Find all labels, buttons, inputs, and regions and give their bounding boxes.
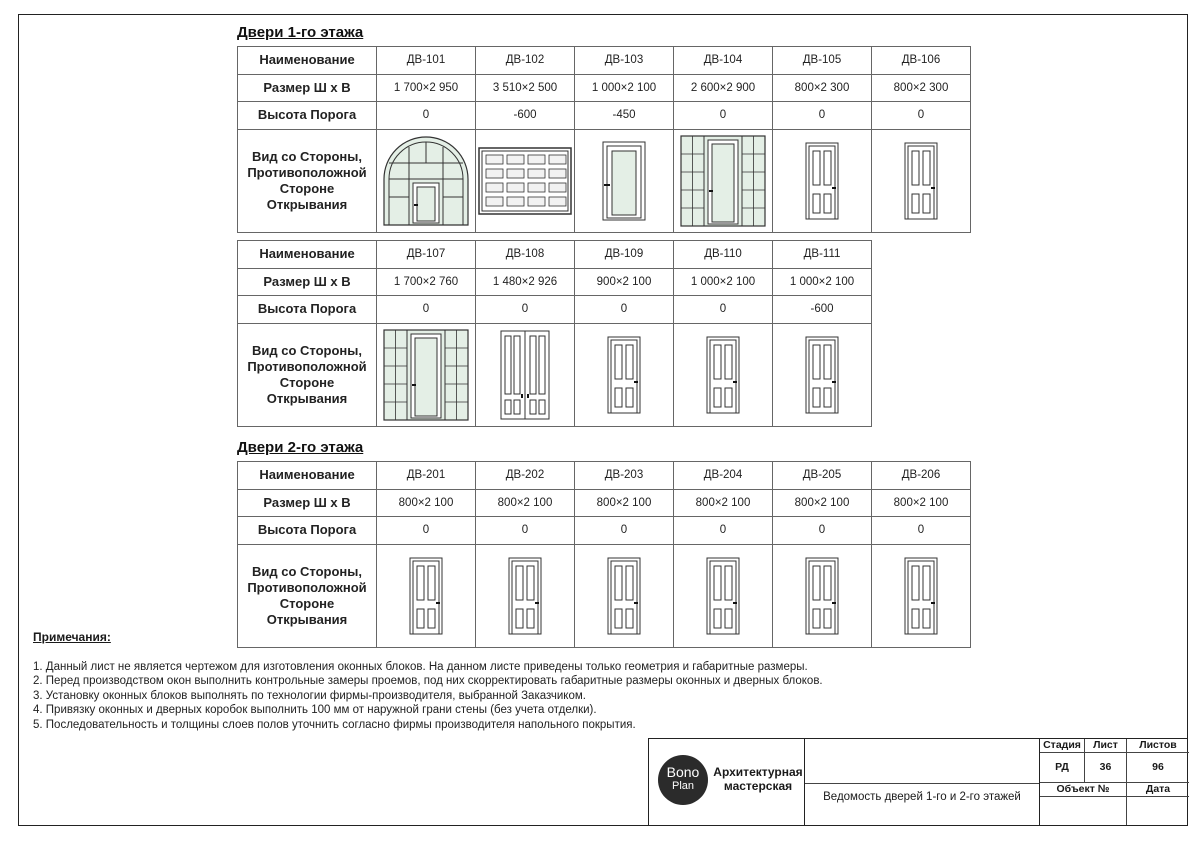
row-label-threshold: Высота Порога	[238, 517, 377, 545]
door-threshold-cell: -600	[773, 296, 872, 324]
sheets-value: 96	[1127, 753, 1189, 783]
door-schedule-floor1-part1	[237, 46, 971, 233]
note-item: 4. Привязку оконных и дверных коробок выполнить 100 мм от наружной грани стены (без учета отделки).	[33, 704, 597, 717]
schedule-row-name	[238, 462, 971, 490]
row-label-view: Вид со Стороны, Противоположной Стороне Открывания	[238, 323, 377, 426]
panel-door-icon	[773, 544, 872, 647]
door-size-cell: 1 000×2 100	[773, 268, 872, 296]
door-threshold-cell: 0	[773, 517, 872, 545]
garage-door-icon	[476, 129, 575, 232]
sheet-title: Ведомость дверей 1-го и 2-го этажей	[823, 791, 1021, 803]
stage-label: Стадия	[1040, 739, 1085, 753]
door-name-cell: ДВ-101	[377, 47, 476, 75]
door-threshold-cell: -450	[575, 102, 674, 130]
date-value	[1127, 797, 1189, 825]
sheet-value: 36	[1085, 753, 1127, 783]
glazed-door-sidelights-icon	[674, 129, 773, 232]
door-threshold-cell: 0	[575, 517, 674, 545]
door-name-cell: ДВ-102	[476, 47, 575, 75]
door-threshold-cell: 0	[377, 102, 476, 130]
schedule-row-threshold	[238, 102, 971, 130]
door-schedule-floor2	[237, 461, 971, 648]
row-label-name: Наименование	[238, 241, 377, 269]
panel-door-icon	[476, 544, 575, 647]
row-label-threshold: Высота Порога	[238, 102, 377, 130]
note-item: 2. Перед производством окон выполнить контрольные замеры проемов, под них скорректировать габаритные размеры оконных и дверных блоков.	[33, 675, 823, 688]
schedule-row-size	[238, 268, 872, 296]
door-threshold-cell: 0	[872, 102, 971, 130]
company-name: Архитектурная мастерская	[713, 765, 803, 793]
row-label-threshold: Высота Порога	[238, 296, 377, 324]
row-label-size: Размер Ш х В	[238, 268, 377, 296]
note-item: 5. Последовательность и толщины слоев полов уточнить согласно фирмы производителя напольного покрытия.	[33, 718, 636, 731]
door-name-cell: ДВ-110	[674, 241, 773, 269]
door-threshold-cell: 0	[377, 517, 476, 545]
row-label-size: Размер Ш х В	[238, 489, 377, 517]
door-threshold-cell: 0	[476, 296, 575, 324]
door-size-cell: 800×2 100	[377, 489, 476, 517]
sheet-title-cell	[805, 739, 1040, 825]
schedule-row-view	[238, 129, 971, 232]
door-size-cell: 900×2 100	[575, 268, 674, 296]
panel-door-icon	[773, 129, 872, 232]
floor2-title: Двери 2-го этажа	[237, 439, 364, 456]
door-name-cell: ДВ-104	[674, 47, 773, 75]
schedule-row-size	[238, 74, 971, 102]
row-label-name: Наименование	[238, 462, 377, 490]
object-value	[1040, 797, 1127, 825]
door-size-cell: 1 700×2 760	[377, 268, 476, 296]
door-size-cell: 800×2 300	[773, 74, 872, 102]
glazed-door-sidelights-icon	[377, 323, 476, 426]
door-schedule-floor1-part2	[237, 240, 872, 427]
row-label-size: Размер Ш х В	[238, 74, 377, 102]
door-size-cell: 3 510×2 500	[476, 74, 575, 102]
door-name-cell: ДВ-106	[872, 47, 971, 75]
door-size-cell: 800×2 100	[674, 489, 773, 517]
schedule-row-name	[238, 241, 872, 269]
logo-cell	[649, 739, 805, 825]
door-threshold-cell: 0	[476, 517, 575, 545]
door-size-cell: 800×2 100	[575, 489, 674, 517]
divider	[805, 783, 1039, 784]
panel-door-icon	[575, 323, 674, 426]
panel-door-icon	[872, 129, 971, 232]
sheet-label: Лист	[1085, 739, 1127, 753]
panel-door-icon	[872, 544, 971, 647]
door-threshold-cell: 0	[674, 296, 773, 324]
door-threshold-cell: 0	[674, 102, 773, 130]
door-size-cell: 800×2 100	[476, 489, 575, 517]
door-threshold-cell: 0	[773, 102, 872, 130]
object-label: Объект №	[1040, 783, 1127, 797]
note-item: 3. Установку оконных блоков выполнять по технологии фирмы-производителя, выбранной Заказчиком.	[33, 689, 586, 702]
logo-word-1: Bono	[666, 764, 700, 780]
schedule-row-name	[238, 47, 971, 75]
schedule-row-size	[238, 489, 971, 517]
date-label: Дата	[1127, 783, 1189, 797]
door-name-cell: ДВ-204	[674, 462, 773, 490]
arched-door-icon	[377, 129, 476, 232]
bonoplan-logo	[658, 755, 708, 805]
door-name-cell: ДВ-107	[377, 241, 476, 269]
door-size-cell: 1 000×2 100	[674, 268, 773, 296]
door-size-cell: 800×2 100	[872, 489, 971, 517]
stage-value: РД	[1040, 753, 1085, 783]
door-name-cell: ДВ-202	[476, 462, 575, 490]
panel-door-icon	[674, 323, 773, 426]
panel-door-icon	[773, 323, 872, 426]
door-threshold-cell: 0	[872, 517, 971, 545]
door-size-cell: 1 700×2 950	[377, 74, 476, 102]
logo-word-2: Plan	[671, 780, 695, 792]
door-size-cell: 2 600×2 900	[674, 74, 773, 102]
schedule-row-view	[238, 323, 872, 426]
door-threshold-cell: 0	[377, 296, 476, 324]
sheet-meta	[1040, 739, 1189, 825]
door-size-cell: 800×2 100	[773, 489, 872, 517]
door-name-cell: ДВ-109	[575, 241, 674, 269]
row-label-view: Вид со Стороны, Противоположной Стороне Открывания	[238, 544, 377, 647]
door-size-cell: 1 480×2 926	[476, 268, 575, 296]
floor1-title: Двери 1-го этажа	[237, 24, 364, 41]
door-name-cell: ДВ-206	[872, 462, 971, 490]
schedule-row-threshold	[238, 517, 971, 545]
notes-title: Примечания:	[33, 630, 111, 644]
door-name-cell: ДВ-201	[377, 462, 476, 490]
sheets-label: Листов	[1127, 739, 1189, 753]
door-threshold-cell: 0	[674, 517, 773, 545]
double-door-icon	[476, 323, 575, 426]
door-threshold-cell: -600	[476, 102, 575, 130]
note-item: 1. Данный лист не является чертежом для изготовления оконных блоков. На данном листе приведены только геометрия и габаритные размеры.	[33, 661, 808, 673]
row-label-view: Вид со Стороны, Противоположной Стороне Открывания	[238, 129, 377, 232]
glass-door-icon	[575, 129, 674, 232]
panel-door-icon	[575, 544, 674, 647]
schedule-row-view	[238, 544, 971, 647]
door-name-cell: ДВ-103	[575, 47, 674, 75]
title-block	[648, 738, 1188, 826]
panel-door-icon	[674, 544, 773, 647]
door-name-cell: ДВ-108	[476, 241, 575, 269]
row-label-name: Наименование	[238, 47, 377, 75]
notes-list	[33, 660, 823, 732]
door-name-cell: ДВ-111	[773, 241, 872, 269]
door-name-cell: ДВ-105	[773, 47, 872, 75]
door-name-cell: ДВ-205	[773, 462, 872, 490]
door-threshold-cell: 0	[575, 296, 674, 324]
door-size-cell: 800×2 300	[872, 74, 971, 102]
door-size-cell: 1 000×2 100	[575, 74, 674, 102]
panel-door-icon	[377, 544, 476, 647]
schedule-row-threshold	[238, 296, 872, 324]
door-name-cell: ДВ-203	[575, 462, 674, 490]
